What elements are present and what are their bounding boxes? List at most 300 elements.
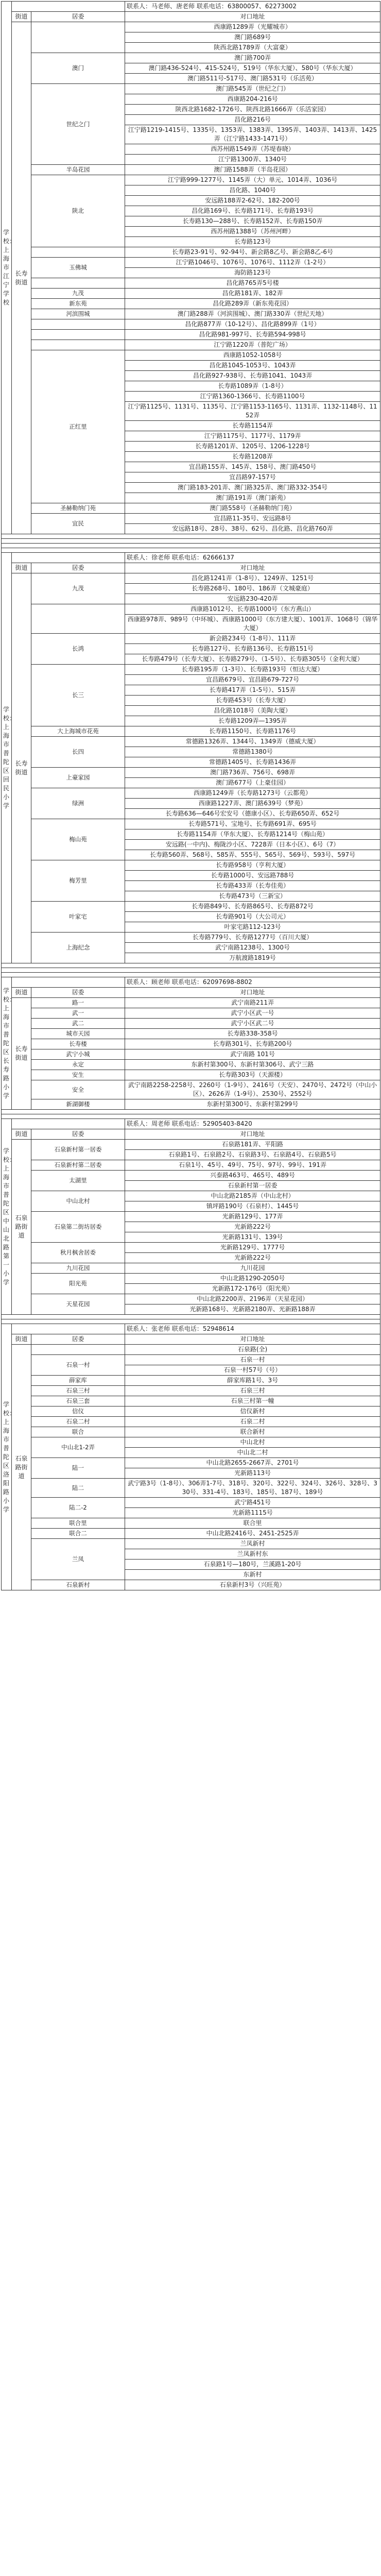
door-address: 西康路1289弄（光耀城市）: [125, 22, 380, 32]
door-address: 兰凤新村: [125, 1539, 380, 1549]
door-address: 昌化路927-938号、长寿路1041、1043弄: [125, 371, 380, 381]
header-street: 街道: [12, 1334, 31, 1345]
table-row: [2, 1019, 380, 1029]
table-row: [2, 1386, 380, 1396]
table-row: [2, 1171, 380, 1181]
door-address: 长寿路779号、长寿路1277号（百川大厦）: [125, 933, 380, 943]
residential-committee: 联合二: [31, 1529, 125, 1539]
table-row: [2, 665, 380, 675]
school-header-row: [2, 977, 380, 988]
door-address: 长寿路338-358号: [125, 1029, 380, 1039]
table-row: [2, 933, 380, 943]
door-address: 昌化路765弄5号楼: [125, 278, 380, 289]
door-address: 江宁路1300弄、1340号: [125, 155, 380, 165]
spacer-row: [2, 534, 380, 539]
table-row: [2, 604, 380, 615]
door-address: 长寿路433弄（长寿佳苑）: [125, 881, 380, 891]
door-address: 安远路18号、28号、38号、62号、昌化路、昌化路760弄: [125, 524, 380, 534]
door-address: 昌化路1018号（美陶大厦）: [125, 706, 380, 716]
door-address: 昌化路1045-1053号、1043弄: [125, 361, 380, 371]
residential-committee: 石泉三村: [31, 1386, 125, 1396]
door-address: 安远路(一中内)、梅陇沙小区、7228弄（日本小区）、6号（7）: [125, 840, 380, 850]
table-row: [2, 1437, 380, 1448]
door-address: 长寿路195弄（1-3号）、长寿路193号（恒达大厦）: [125, 665, 380, 675]
door-address: 长寿路1150号、长寿路1176号: [125, 726, 380, 737]
table-row: [2, 165, 380, 175]
residential-committee: 宜民: [31, 514, 125, 534]
door-address: 昌化路1241弄（1-8号）、1249弄、1251号: [125, 573, 380, 584]
residential-committee: 九川花园: [31, 1263, 125, 1274]
door-address: 中山北村: [125, 1437, 380, 1448]
table-body: [2, 2, 380, 1590]
door-address: 薛家库路1号、3号: [125, 1376, 380, 1386]
spacer-cell: [2, 1319, 380, 1324]
door-address: 长寿路23-91号、92-94号、新会路8乙号、新会路8乙-6号: [125, 247, 380, 258]
school-name: 学校：上海市江宁学校: [2, 2, 12, 534]
residential-committee: [31, 330, 125, 340]
door-address: 长寿路560弄、568号、585弄、555号、565号、569号、593号、597号: [125, 850, 380, 860]
door-address: 宜昌路679号、宜昌路679-727号: [125, 675, 380, 685]
spacer-cell: [2, 963, 380, 968]
door-address: 长寿路571号、宝地号、长寿路691弄、695号: [125, 819, 380, 829]
residential-committee: 石泉三套: [31, 1396, 125, 1406]
door-address: 中山北路2416号、2451-2525弄: [125, 1529, 380, 1539]
spacer-cell: [2, 1114, 380, 1119]
residential-committee: 新湖御楼: [31, 1099, 125, 1110]
residential-committee: 长三: [31, 665, 125, 726]
door-address: 长寿路453号（长寿大厦）: [125, 696, 380, 706]
door-address: 常德路1405号、长寿路1436弄: [125, 757, 380, 768]
residential-committee: [31, 247, 125, 258]
school-name: 学校：上海市普陀区回民小学: [2, 553, 12, 963]
table-row: [2, 1080, 380, 1099]
school-catchment-table: [1, 1, 380, 1590]
table-row: [2, 350, 380, 361]
door-address: 澳门路511号-517号、澳门路531号（乐活苑）: [125, 74, 380, 84]
door-address: 西康路978弄、989号（中环城）、西康路1000号（东方建大厦）、1001弄、1068号（锦华大厦）: [125, 615, 380, 634]
spacer-cell: [2, 534, 380, 539]
spacer-cell: [2, 544, 380, 548]
door-address: 兴泰路463号、465号、489号: [125, 1171, 380, 1181]
door-address: 澳门路545弄（世纪之门）: [125, 84, 380, 94]
table-row: [2, 309, 380, 319]
residential-committee: 陆二-2: [31, 1498, 125, 1518]
residential-committee: 玉佛城: [31, 258, 125, 278]
spacer-row: [2, 968, 380, 973]
residential-committee: [31, 1345, 125, 1355]
school-contact: 联系人：周老师 联系电话：52905403-8420: [125, 1119, 380, 1129]
residential-committee: 太湖里: [31, 1171, 125, 1191]
door-address: 长寿路1208弄: [125, 452, 380, 462]
residential-committee: 半岛花园: [31, 165, 125, 175]
residential-committee: 城市天园: [31, 1029, 125, 1039]
door-address: 澳门路436-524号、415-524号，519号（华东大厦）、580号（华东大厦）: [125, 63, 380, 74]
table-row: [2, 573, 380, 584]
door-address: 长寿路901号（大公司元）: [125, 912, 380, 922]
door-address: 西苏州路1388号（苏州河畔）: [125, 227, 380, 237]
door-address: 光新路222号: [125, 1222, 380, 1232]
residential-committee: [31, 278, 125, 289]
residential-committee: 新东苑: [31, 299, 125, 309]
spacer-cell: [2, 973, 380, 977]
spacer-row: [2, 973, 380, 977]
column-header-row: [2, 1129, 380, 1140]
residential-committee: 陕北: [31, 175, 125, 247]
spacer-cell: [2, 1315, 380, 1319]
door-address: 石泉新村3号（兴旺苑）: [125, 1580, 380, 1590]
table-row: [2, 1099, 380, 1110]
column-header-row: [2, 563, 380, 573]
header-residential: 居委: [31, 1129, 125, 1140]
header-street: 街道: [12, 988, 31, 998]
door-address: 光新路129号、177弄: [125, 1212, 380, 1222]
door-address: 澳门路700弄: [125, 53, 380, 63]
door-address: 石泉路181弄、平阳路: [125, 1140, 380, 1150]
residential-committee: 石泉新村第一居委: [31, 1140, 125, 1160]
table-row: [2, 819, 380, 829]
door-address: 石泉三村: [125, 1386, 380, 1396]
door-address: 长寿路849号、长寿路865号、长寿路872号: [125, 902, 380, 912]
spacer-cell: [2, 539, 380, 544]
door-address: 九川花园: [125, 1263, 380, 1274]
school-header-row: [2, 553, 380, 563]
table-row: [2, 860, 380, 871]
door-address: 江宁路1175号、1177号、1179弄: [125, 431, 380, 442]
door-address: 石泉路(全): [125, 1345, 380, 1355]
residential-committee: 路一: [31, 998, 125, 1008]
table-row: [2, 768, 380, 778]
door-address: 长寿路417弄（1-5号）、515弄: [125, 685, 380, 696]
school-header-row: [2, 2, 380, 12]
school-contact: 联系人：张老师 联系电话：52948614: [125, 1324, 380, 1334]
header-street: 街道: [12, 563, 31, 573]
spacer-row: [2, 1319, 380, 1324]
table-row: [2, 319, 380, 330]
table-row: [2, 1160, 380, 1171]
header-door: 对口地址: [125, 988, 380, 998]
residential-committee: 澳门: [31, 53, 125, 84]
door-address: 中山北路2655-2667弄、2701号: [125, 1458, 380, 1468]
door-address: 陕西北路1682-1726号、陕西北路1666弄（乐活家园）: [125, 105, 380, 115]
spacer-cell: [2, 968, 380, 973]
residential-committee: 石泉新村第二居委: [31, 1160, 125, 1171]
door-address: 石泉新村第一居委: [125, 1181, 380, 1191]
residential-committee: 上豪家园: [31, 768, 125, 788]
blank-cell: [12, 1119, 125, 1129]
table-row: [2, 1376, 380, 1386]
door-address: 安远路188弄2-62号、182-200号: [125, 196, 380, 206]
school-name: 学校：上海市普陀区洛阳路小学: [2, 1324, 12, 1590]
school-name: 学校：上海市普陀区长寿路小学: [2, 977, 12, 1110]
residential-committee: 石泉第二街坊居委: [31, 1212, 125, 1243]
residential-committee: 中山北村: [31, 1191, 125, 1212]
door-address: 长寿路303号（天源楼）: [125, 1070, 380, 1080]
door-address: 长寿路479号（长寿大厦）、长寿路279号、（1-5号）、长寿路305号（金利大厦）: [125, 654, 380, 665]
table-row: [2, 503, 380, 514]
header-door: 对口地址: [125, 1334, 380, 1345]
door-address: 昌化路216号: [125, 115, 380, 125]
door-address: 武宁路451号: [125, 1498, 380, 1508]
door-address: 陕西北路1789弄（大富豪）: [125, 43, 380, 53]
door-address: 石泉一村57号（号）: [125, 1365, 380, 1376]
door-address: 江宁路1360-1366号、长寿路1100号: [125, 392, 380, 402]
door-address: 信仪新村: [125, 1406, 380, 1417]
page: [1, 1, 380, 1590]
table-row: [2, 737, 380, 747]
residential-committee: [31, 22, 125, 53]
table-row: [2, 1294, 380, 1304]
door-address: 万航渡路1819号: [125, 953, 380, 963]
street-name: 长寿街道: [12, 573, 31, 963]
table-row: [2, 1008, 380, 1019]
spacer-row: [2, 1114, 380, 1119]
residential-committee: 武二: [31, 1019, 125, 1029]
door-address: 光新路129号、1777号: [125, 1243, 380, 1253]
door-address: 海防路123号: [125, 268, 380, 278]
residential-committee: 联合: [31, 1427, 125, 1437]
door-address: 长寿路1000号、安远路788号: [125, 871, 380, 881]
residential-committee: 长鸿: [31, 634, 125, 665]
header-door: 对口地址: [125, 12, 380, 22]
residential-committee: 武宁小城: [31, 1049, 125, 1060]
door-address: 石泉二村: [125, 1417, 380, 1427]
table-row: [2, 1498, 380, 1508]
door-address: 澳门路677号（上豪佳园）: [125, 778, 380, 788]
residential-committee: 梅芳里: [31, 860, 125, 902]
door-address: 长寿路1089弄（1-8号）: [125, 381, 380, 392]
residential-committee: 永定: [31, 1060, 125, 1070]
table-row: [2, 84, 380, 94]
door-address: 宜昌路155弄、145弄、158号、澳门路450号: [125, 462, 380, 472]
header-street: 街道: [12, 1129, 31, 1140]
table-row: [2, 1243, 380, 1253]
spacer-cell: [2, 1110, 380, 1114]
door-address: 长寿路130—288号、长寿路152弄、长寿路150弄: [125, 216, 380, 227]
residential-committee: 长四: [31, 737, 125, 768]
table-row: [2, 330, 380, 340]
street-name: 石泉路街道: [12, 1345, 31, 1590]
table-row: [2, 1140, 380, 1150]
door-address: 光新路222号: [125, 1253, 380, 1263]
residential-committee: 叶家宅: [31, 902, 125, 933]
residential-committee: 陆二: [31, 1479, 125, 1498]
residential-committee: 安全: [31, 1080, 125, 1099]
residential-committee: 联合里: [31, 1518, 125, 1529]
door-address: 澳门路558号（圣赫勒纳门苑）: [125, 503, 380, 514]
table-row: [2, 1518, 380, 1529]
spacer-row: [2, 539, 380, 544]
spacer-row: [2, 1315, 380, 1319]
door-address: 西康路204-216号: [125, 94, 380, 105]
door-address: 光新路131号、139号: [125, 1232, 380, 1243]
blank-cell: [12, 2, 125, 12]
residential-committee: 中山北1-2弄: [31, 1437, 125, 1458]
door-address: 常德路1380号: [125, 747, 380, 757]
residential-committee: 石泉新村: [31, 1580, 125, 1590]
spacer-row: [2, 548, 380, 553]
table-row: [2, 1191, 380, 1201]
table-row: [2, 278, 380, 289]
table-row: [2, 788, 380, 799]
residential-committee: 石泉二村: [31, 1417, 125, 1427]
school-header-row: [2, 1324, 380, 1334]
door-address: 联合新村: [125, 1427, 380, 1437]
table-row: [2, 340, 380, 350]
table-row: [2, 1060, 380, 1070]
residential-committee: 薛家库: [31, 1376, 125, 1386]
spacer-row: [2, 963, 380, 968]
residential-committee: 上海纪念: [31, 933, 125, 963]
door-address: 昌化路169号、长寿路171号、长寿路193号: [125, 206, 380, 216]
door-address: 武宁南路2258-2258号、2260号（1-9号）、2416号（天安）、2470号、2472号（中山小区）、2626弄（1-9号）、2530号、2552号: [125, 1080, 380, 1099]
table-row: [2, 1539, 380, 1549]
door-address: 武宁小区武一号: [125, 1008, 380, 1019]
table-row: [2, 1212, 380, 1222]
residential-committee: 天星花园: [31, 1294, 125, 1315]
door-address: 石泉三村第一幢: [125, 1396, 380, 1406]
residential-committee: 秋月枫舍居委: [31, 1243, 125, 1263]
table-row: [2, 1580, 380, 1590]
table-row: [2, 289, 380, 299]
residential-committee: 正红里: [31, 350, 125, 503]
door-address: 长寿路268号、180号、186弄（文城豪庭）: [125, 584, 380, 594]
table-row: [2, 1427, 380, 1437]
door-address: 石泉1号、45号、49号、75号、97号、99号、191弄: [125, 1160, 380, 1171]
column-header-row: [2, 1334, 380, 1345]
door-address: 西康路1227弄、澳门路639号（梦苑）: [125, 799, 380, 809]
blank-cell: [12, 977, 125, 988]
door-address: 长寿路473号（三新宝）: [125, 891, 380, 902]
door-address: 长寿路1154弄（华东大厦）、长寿路1214号（梅山苑）: [125, 829, 380, 840]
residential-committee: [31, 604, 125, 634]
door-address: 光新路168号、光新路2180弄、光新路188弄: [125, 1304, 380, 1315]
door-address: 昌化路、1040号: [125, 185, 380, 196]
residential-committee: 九茂: [31, 573, 125, 604]
door-address: 长寿路127号、长寿路136号、长寿路151号: [125, 644, 380, 654]
door-address: 西苏州路1549弄（苏堤春晓）: [125, 144, 380, 155]
door-address: 昌化路181弄、182弄: [125, 289, 380, 299]
residential-committee: 九茂: [31, 289, 125, 299]
table-row: [2, 1355, 380, 1365]
door-address: 兰凤新村东: [125, 1549, 380, 1560]
door-address: 西康路1052-1058号: [125, 350, 380, 361]
door-address: 长寿路636—646号宏安号（德康小区）、长寿路650弄、652号: [125, 809, 380, 819]
residential-committee: 陆一: [31, 1458, 125, 1479]
door-address: 中山北路2185弄（中山北村）: [125, 1191, 380, 1201]
residential-committee: 信仪: [31, 1406, 125, 1417]
door-address: 澳门路1588弄（半岛花园）: [125, 165, 380, 175]
table-row: [2, 258, 380, 268]
door-address: 中山北路1290-2050号: [125, 1274, 380, 1284]
door-address: 中山北路2200弄、2196弄（天星花园）: [125, 1294, 380, 1304]
door-address: 澳门路183-201弄、澳门路325弄、澳门路332-354号: [125, 483, 380, 493]
table-row: [2, 1417, 380, 1427]
door-address: 中山北二村: [125, 1448, 380, 1458]
table-row: [2, 1345, 380, 1355]
residential-committee: 安生: [31, 1070, 125, 1080]
door-address: 西康路1249弄（长寿路1273号（云都苑）: [125, 788, 380, 799]
door-address: 长寿路1209弄—1395弄: [125, 716, 380, 726]
table-row: [2, 1039, 380, 1049]
table-row: [2, 514, 380, 524]
door-address: 联合里: [125, 1518, 380, 1529]
door-address: 武宁南路1238号、1300号: [125, 943, 380, 953]
column-header-row: [2, 12, 380, 22]
table-row: [2, 998, 380, 1008]
table-row: [2, 1396, 380, 1406]
school-contact: 联系人：徐老师 联系电话：62666137: [125, 553, 380, 563]
residential-committee: 大上海城市花苑: [31, 726, 125, 737]
residential-committee: 世纪之门: [31, 84, 125, 165]
door-address: 武宁小区武二号: [125, 1019, 380, 1029]
table-row: [2, 1049, 380, 1060]
spacer-row: [2, 544, 380, 548]
header-residential: 居委: [31, 12, 125, 22]
residential-committee: 长寿楼: [31, 1039, 125, 1049]
table-row: [2, 1263, 380, 1274]
door-address: 长寿路1154弄: [125, 421, 380, 431]
door-address: 光新路113号: [125, 1468, 380, 1479]
door-address: 光新路172-176号（阳光苑）: [125, 1284, 380, 1294]
door-address: 澳门路689号: [125, 32, 380, 43]
residential-committee: 绿洲: [31, 788, 125, 819]
residential-committee: 梅山苑: [31, 819, 125, 860]
door-address: 长寿路958号（亨利大厦）: [125, 860, 380, 871]
door-address: 澳门路736弄、756号、698弄: [125, 768, 380, 778]
door-address: 西康路1012号、长寿路1000号（东方燕山）: [125, 604, 380, 615]
door-address: 石泉路1号、石泉路2号、石泉路3号、石泉路4号、石泉路5号: [125, 1150, 380, 1160]
door-address: 昌化路289弄（新东苑花园）: [125, 299, 380, 309]
table-row: [2, 1529, 380, 1539]
door-address: 武宁南路211弄: [125, 998, 380, 1008]
blank-cell: [12, 553, 125, 563]
door-address: 东新村: [125, 1570, 380, 1580]
door-address: 澳门路288弄（河滨围城）、澳门路330弄（世纪天地）: [125, 309, 380, 319]
street-name: 长寿街道: [12, 998, 31, 1110]
door-address: 东新村第300号、东新村第306号、武宁三路: [125, 1060, 380, 1070]
table-row: [2, 1479, 380, 1498]
table-row: [2, 175, 380, 185]
header-residential: 居委: [31, 988, 125, 998]
residential-committee: [31, 319, 125, 330]
table-row: [2, 53, 380, 63]
table-row: [2, 1029, 380, 1039]
school-name: 学校：上海市普陀区中山北路第一小学: [2, 1119, 12, 1315]
residential-committee: 河滨围城: [31, 309, 125, 319]
residential-committee: 圣赫勒纳门苑: [31, 503, 125, 514]
door-address: 昌化路877弄（10-12号）、昌化路899弄（1号）: [125, 319, 380, 330]
door-address: 武宁南路 101号: [125, 1049, 380, 1060]
door-address: 叶家宅路112-123号: [125, 922, 380, 933]
door-address: 镇坪路190号（石泉村）、1445号: [125, 1201, 380, 1212]
header-door: 对口地址: [125, 563, 380, 573]
residential-committee: 石泉一村: [31, 1355, 125, 1376]
residential-committee: [31, 340, 125, 350]
table-row: [2, 902, 380, 912]
door-address: 江宁路1046号、1076号、1076号、1112弄（1-2号）: [125, 258, 380, 268]
door-address: 长寿路301号、长寿路200号: [125, 1039, 380, 1049]
spacer-cell: [2, 548, 380, 553]
header-residential: 居委: [31, 1334, 125, 1345]
door-address: 常德路1326弄、1344号、1349弄（德威大厦）: [125, 737, 380, 747]
header-street: 街道: [12, 12, 31, 22]
residential-committee: 兰凤: [31, 1539, 125, 1580]
table-row: [2, 634, 380, 644]
header-door: 对口地址: [125, 1129, 380, 1140]
door-address: 昌化路981-997号、长寿路594-998号: [125, 330, 380, 340]
school-contact: 联系人：顾老师 联系电话：62097698-8802: [125, 977, 380, 988]
door-address: 宜昌路97-157号: [125, 472, 380, 483]
